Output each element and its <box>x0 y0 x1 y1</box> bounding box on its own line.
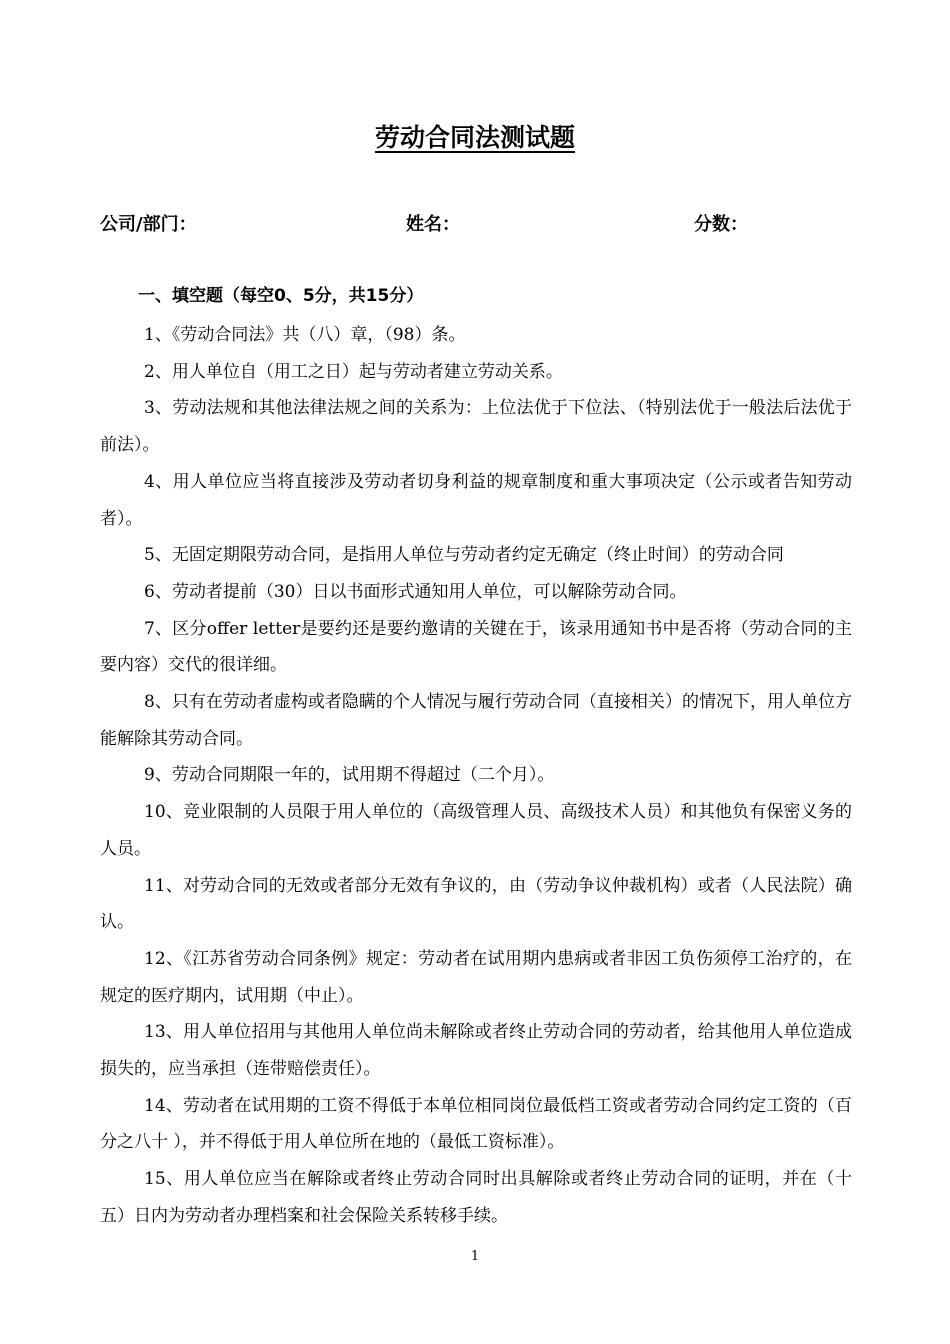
info-fields-row <box>100 210 860 240</box>
name-field: 姓名： <box>406 214 460 235</box>
question-8: 8、只有在劳动者虚构或者隐瞒的个人情况与履行劳动合同（直接相关）的情况下，用人单位方能解除其劳动合同。 <box>100 692 852 749</box>
question-13: 13、用人单位招用与其他用人单位尚未解除或者终止劳动合同的劳动者，给其他用人单位造成损失的，应当承担（连带赔偿责任）。 <box>100 1022 852 1080</box>
question-7: 7、区分offer letter是要约还是要约邀请的关键在于，该录用通知书中是否将（劳动合同的主要内容）交代的很详细。 <box>100 618 852 676</box>
question-5: 5、无固定期限劳动合同，是指用人单位与劳动者约定无确定（终止时间）的劳动合同 <box>144 545 784 566</box>
score-field: 分数： <box>694 214 748 235</box>
question-12: 12、《江苏省劳动合同条例》规定：劳动者在试用期内患病或者非因工负伤须停工治疗的，在规定的医疗期内，试用期（中止）。 <box>100 948 852 1006</box>
question-2: 2、用人单位自（用工之日）起与劳动者建立劳动关系。 <box>144 361 563 382</box>
question-6: 6、劳动者提前（30）日以书面形式通知用人单位，可以解除劳动合同。 <box>144 581 687 602</box>
question-1: 1、《劳动合同法》共（八）章，（98）条。 <box>144 325 466 345</box>
section-title: 一、填空题（每空0、5分，共15分） <box>138 286 424 306</box>
question-list <box>100 317 852 1235</box>
question-4: 4、用人单位应当将直接涉及劳动者切身利益的规章制度和重大事项决定（公示或者告知劳动者）。 <box>100 471 852 529</box>
document-title-text: 劳动合同法测试题 <box>374 123 575 152</box>
document-title <box>0 118 950 154</box>
question-15: 15、用人单位应当在解除或者终止劳动合同时出具解除或者终止劳动合同的证明，并在（十五）日内为劳动者办理档案和社会保险关系转移手续。 <box>100 1169 852 1226</box>
page-number: 1 <box>470 1249 480 1264</box>
question-10: 10、竞业限制的人员限于用人单位的（高级管理人员、高级技术人员）和其他负有保密义务的人员。 <box>100 802 852 859</box>
question-9: 9、劳动合同期限一年的，试用期不得超过（二个月）。 <box>144 765 555 786</box>
company-department-field: 公司/部门： <box>100 214 197 235</box>
question-11: 11、对劳动合同的无效或者部分无效有争议的，由（劳动争议仲裁机构）或者（人民法院）确认。 <box>100 875 852 933</box>
question-3: 3、劳动法规和其他法律法规之间的关系为：上位法优于下位法、（特别法优于一般法后法优于前法）。 <box>100 398 852 456</box>
question-14: 14、劳动者在试用期的工资不得低于本单位相同岗位最低档工资或者劳动合同约定工资的（百分之八十 ），并不得低于用人单位所在地的（最低工资标准）。 <box>100 1095 852 1153</box>
